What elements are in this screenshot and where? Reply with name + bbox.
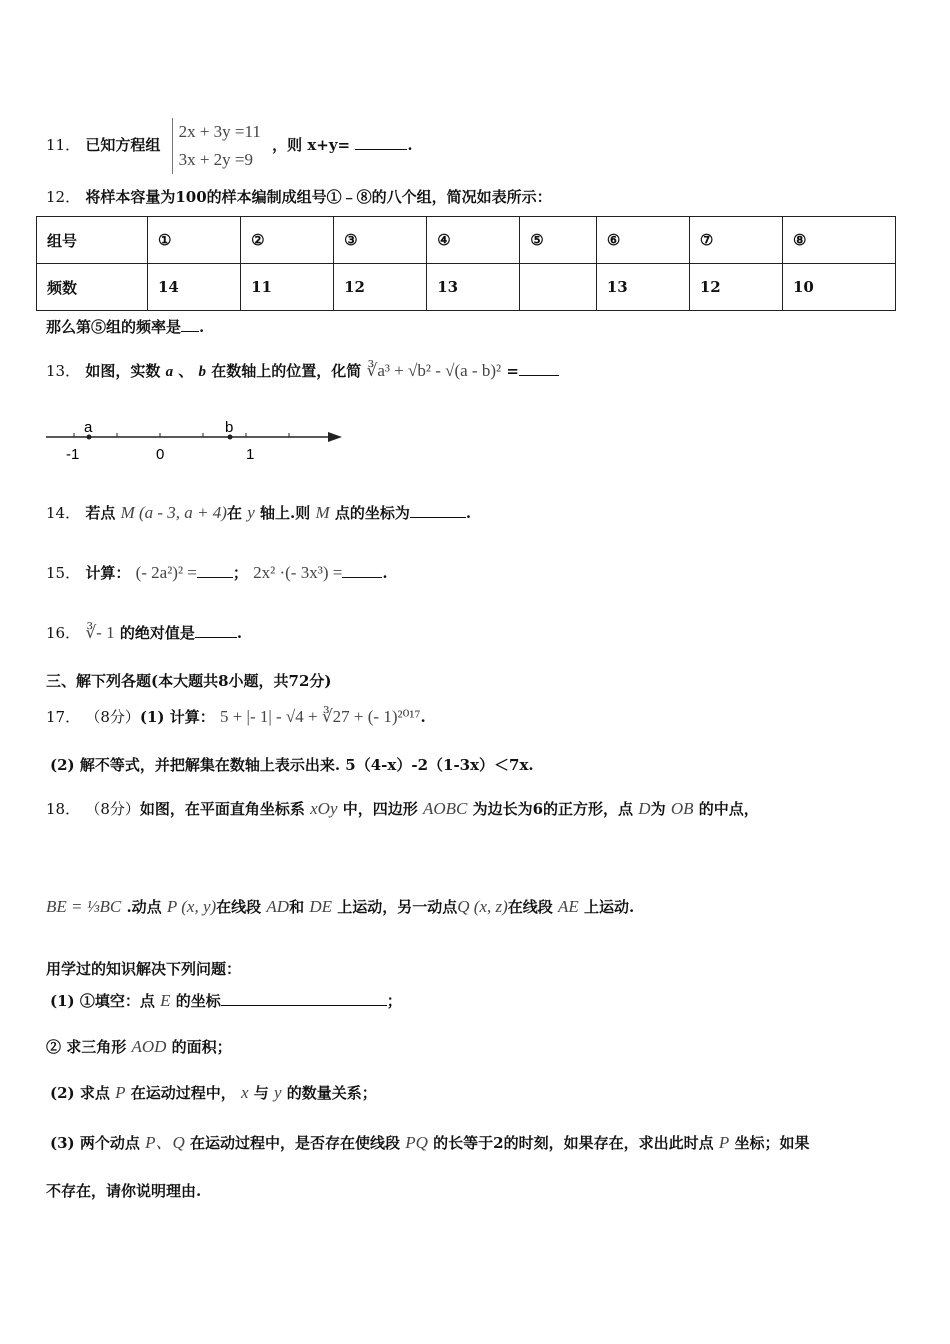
question-text: 和 [289,898,305,916]
part-text: 在运动过程中， [130,1084,236,1102]
part-text: 的数量关系； [286,1084,377,1102]
question-number: 17． [46,708,81,726]
number-line [44,416,344,466]
answer-blank [410,516,466,518]
question-text-tail: ，则 x+y= [272,136,351,154]
part-text: (3) 两个动点 [50,1134,140,1152]
followup-text: 那么第⑤组的频率是 [46,318,182,336]
answer-blank [342,576,382,578]
answer-blank [355,148,407,150]
period: . [199,318,205,336]
table-cell: ④ [427,217,520,264]
coord-system: xOy [310,799,338,818]
expression-1: (- 2a²)² = [135,563,197,582]
period: . [382,564,388,582]
question-text: 上运动. [584,898,635,916]
tick-label-1: 1 [246,446,255,463]
question-18 [46,798,759,819]
triangle-AOD: AOD [131,1037,167,1056]
point-Q: Q (x, z) [457,897,508,916]
segment-PQ: PQ [405,1133,428,1152]
question-text: 将样本容量为100的样本编制成组号①﹣⑧的八个组，简况如表所示： [85,188,552,206]
table-cell: 13 [427,264,520,311]
question-text: .动点 [126,898,162,916]
part-text: 与 [253,1084,269,1102]
var-P: P [718,1133,730,1152]
question-text: 如图，实数 [85,362,166,380]
table-cell: 12 [334,264,427,311]
question-text: 的中点， [698,800,759,818]
segment-AE: AE [558,897,579,916]
period: . [236,624,243,642]
question-number: 14． [46,504,81,522]
question-text: 若点 [85,504,116,522]
var-y: y [247,503,255,522]
period: . [407,136,413,154]
question-text: 为边长为6的正方形，点 [472,800,634,818]
table-cell: 组号 [37,217,148,264]
separator: ； [232,564,248,582]
table-cell: ③ [334,217,427,264]
square-AOBC: AOBC [422,799,468,818]
var-a: a [165,364,174,380]
part-text: (1) ①填空：点 [50,992,155,1010]
question-text: 已知方程组 [85,136,161,154]
table-cell: ⑤ [520,217,597,264]
question-16 [46,622,242,643]
equals: = [506,362,519,380]
question-18-part-1 [50,990,402,1011]
question-number: 16． [46,624,81,642]
calc-expression: 5 + |- 1| - √4 + ∛27 + (- 1)²⁰¹⁷ [219,707,421,726]
part-text: 在运动过程中，是否存在使线段 [190,1134,401,1152]
question-number: 12． [46,188,81,206]
arrow-head [328,432,342,442]
label-b: b [225,419,234,436]
question-18-instruction: 用学过的知识解决下列问题： [46,960,242,978]
table-cell: 11 [241,264,334,311]
semicolon: ； [386,992,402,1010]
expression-2: 2x² ·(- 3x³) = [253,563,343,582]
question-18-line-2 [46,896,634,917]
question-14 [46,502,471,523]
table-cell: 频数 [37,264,148,311]
question-12-followup [46,316,204,337]
part-1-text: (1) 计算： [139,708,215,726]
period: . [420,708,426,726]
table-row [37,217,896,264]
answer-blank [221,1004,387,1006]
question-text: 为 [650,800,666,818]
question-number: 11． [46,136,81,154]
question-text: 中，四边形 [342,800,418,818]
BE-equation: BE = ⅓BC [46,897,122,916]
table-cell: 13 [596,264,689,311]
question-text: 轴上.则 [259,504,311,522]
cube-root-expression: ∛- 1 [85,623,115,642]
part-text: (2) 求点 [50,1084,110,1102]
question-18-part-2 [50,1082,377,1103]
table-cell [520,264,597,311]
equation-system [172,118,261,174]
table-cell: ① [148,217,241,264]
question-17-part-2: (2) 解不等式，并把解集在数轴上表示出来. 5（4-x）-2（1-3x）＜7x. [50,756,534,774]
question-text: 如图，在平面直角坐标系 [139,800,305,818]
table-cell: ② [241,217,334,264]
equation-2: 3x + 2y =9 [178,150,254,169]
part-text: 的面积； [171,1038,232,1056]
point-D: D [638,799,651,818]
points-P-Q: P、Q [145,1133,185,1152]
segment-DE: DE [309,897,333,916]
question-text: 的绝对值是 [119,624,195,642]
question-number: 13． [46,362,81,380]
question-18-part-1b [46,1036,232,1057]
point-P: P (x, y) [166,897,217,916]
table-cell: ⑦ [689,217,782,264]
answer-blank [197,576,233,578]
question-text: 在 [226,504,242,522]
question-text: 点的坐标为 [329,504,410,522]
answer-blank [181,330,199,332]
part-text: 的长等于2的时刻，如果存在，求出此时点 [433,1134,714,1152]
point-E: E [160,991,171,1010]
table-row [37,264,896,311]
segment-AD: AD [266,897,290,916]
question-number: 18． [46,800,81,818]
var-M: M [315,503,330,522]
question-12 [46,186,552,207]
equation-1: 2x + 3y =11 [178,122,261,141]
part-text: 坐标；如果 [734,1134,810,1152]
table-cell: ⑧ [783,217,896,264]
question-11 [46,118,413,174]
point-M: M (a - 3, a + 4) [120,503,227,522]
table-cell: ⑥ [596,217,689,264]
score: （8分） [85,800,140,818]
frequency-table [36,216,896,311]
question-text: 在数轴上的位置，化简 [206,362,362,380]
question-13 [46,360,559,381]
question-text: 计算： [85,564,131,582]
table-cell: 10 [783,264,896,311]
score: （8分） [85,708,140,726]
period: . [465,504,472,522]
section-heading: 三、解下列各题(本大题共8小题，共72分) [46,672,332,690]
answer-blank [519,374,559,376]
part-text: 的坐标 [175,992,221,1010]
question-text: 上运动，另一动点 [337,898,458,916]
radical-expression: ∛a³ + √b² - √(a - b)² [366,361,502,380]
question-18-part-3 [50,1128,809,1153]
segment-OB: OB [670,799,694,818]
var-y: y [274,1083,282,1102]
var-x: x [240,1083,249,1102]
table-cell: 14 [148,264,241,311]
question-17 [46,706,426,727]
separator: 、 [173,362,199,380]
var-P: P [115,1083,126,1102]
tick-label-0: 0 [156,446,165,463]
question-text: 在线段 [216,898,262,916]
tick-label-minus1: -1 [66,446,80,463]
question-number: 15． [46,564,81,582]
question-text: 在线段 [507,898,553,916]
table-cell: 12 [689,264,782,311]
part-text: ② 求三角形 [46,1038,127,1056]
question-18-part-3-end: 不存在，请你说明理由. [46,1182,202,1200]
label-a: a [84,419,93,436]
question-15 [46,562,388,583]
var-b: b [198,364,207,380]
answer-blank [195,636,237,638]
